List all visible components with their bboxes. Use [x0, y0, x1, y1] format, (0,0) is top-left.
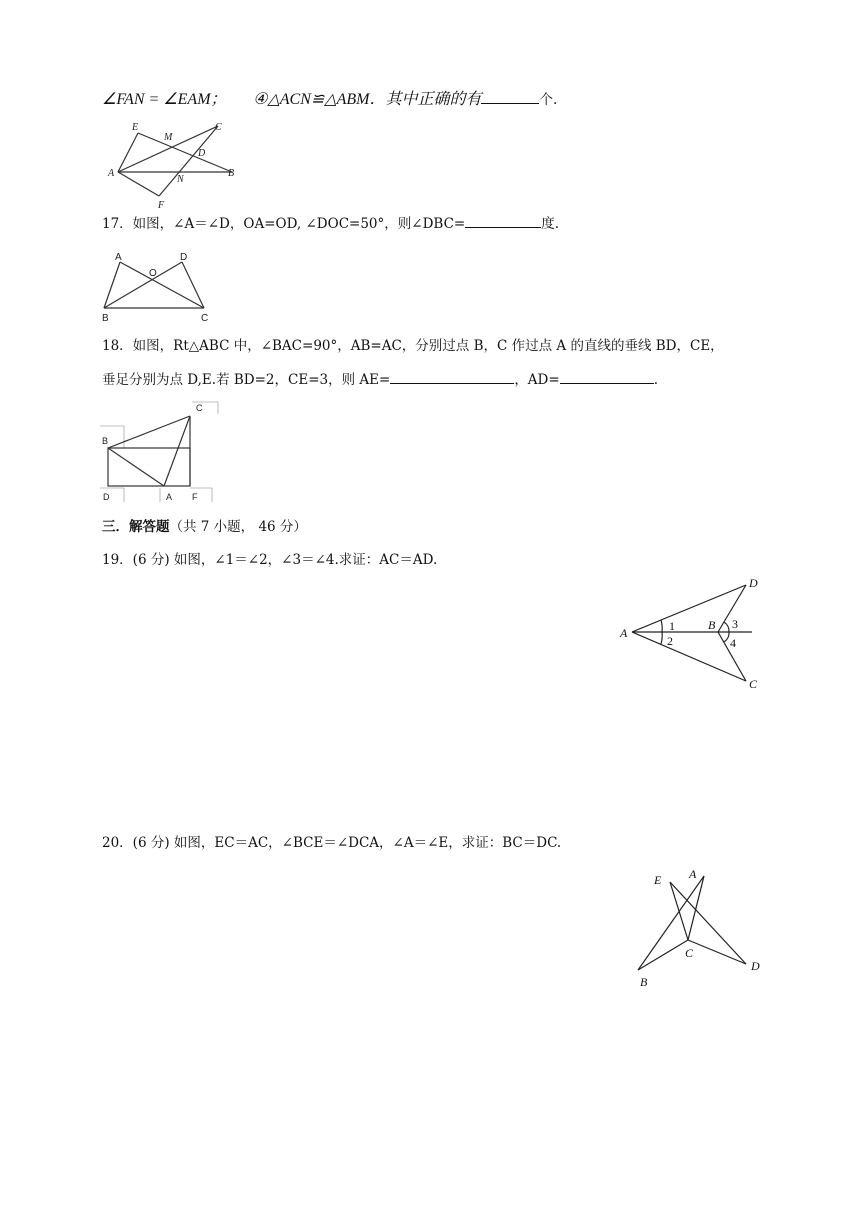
q18-label-c: C [196, 403, 203, 413]
q16-statement [102, 90, 557, 110]
q20-label-c: C [685, 946, 694, 960]
q18-line2-a: 垂足分别为点 D,E.若 BD=2，CE=3，则 AE= [102, 372, 391, 388]
q16-label-e: E [132, 122, 139, 133]
q16-label-f: F [158, 200, 165, 211]
q19-label-b: B [708, 618, 716, 632]
q17-label-d: D [180, 252, 188, 263]
q16-part1: ∠FAN = ∠EAM； [102, 91, 227, 108]
q16-label-d: D [198, 148, 206, 159]
q19-angle-3: 3 [732, 617, 738, 631]
q16-label-a: A [108, 168, 115, 179]
q16-label-b: B [228, 168, 235, 179]
q19-statement: 19．(6 分) 如图，∠1＝∠2，∠3＝∠4.求证：AC＝AD. [102, 552, 438, 568]
q17-statement [102, 214, 559, 234]
q18-line2-b: ，AD= [514, 372, 560, 388]
q16-answer-blank[interactable] [481, 90, 539, 104]
q19-label-c: C [749, 677, 758, 691]
q16-part3: 个. [539, 92, 558, 108]
q17-text: 17．如图，∠A＝∠D，OA=OD, ∠DOC=50°，则∠DBC= [102, 216, 466, 232]
q18-line2-c: . [653, 372, 658, 388]
q20-label-a: A [689, 867, 697, 881]
q18-label-f: F [192, 492, 198, 502]
q19-label-d: D [749, 576, 758, 590]
q17-label-a: A [115, 252, 122, 263]
q20-figure [634, 862, 774, 992]
q19-label-a: A [620, 626, 628, 640]
q17-label-b: B [102, 313, 109, 324]
q18-line2 [102, 370, 658, 390]
q18-ad-blank[interactable] [560, 370, 654, 384]
q19-figure [618, 574, 768, 694]
q19-angle-2: 2 [667, 634, 673, 648]
q18-ae-blank[interactable] [390, 370, 514, 384]
q18-figure [100, 402, 220, 504]
q20-label-d: D [751, 959, 760, 973]
q20-label-b: B [640, 975, 648, 989]
q16-label-m: M [164, 132, 173, 143]
section3-note: （共 7 小题， 46 分） [169, 519, 307, 535]
q17-label-c: C [201, 313, 209, 324]
section3-header [102, 517, 307, 537]
q16-figure [104, 118, 244, 211]
q20-statement: 20．(6 分) 如图，EC＝AC，∠BCE＝∠DCA，∠A＝∠E，求证：BC＝DC. [102, 835, 562, 851]
q20-label-e: E [654, 873, 662, 887]
section3-title: 三．解答题 [102, 519, 170, 535]
q19-angle-1: 1 [669, 619, 675, 633]
q18-line1: 18．如图，Rt△ABC 中，∠BAC=90°，AB=AC，分别过点 B，C 作过点 A 的直线的垂线 BD，CE， [102, 338, 724, 354]
q17-figure [100, 250, 220, 325]
q18-label-a: A [166, 492, 173, 502]
q19-angle-4: 4 [730, 636, 736, 650]
q17-label-o: O [149, 268, 157, 279]
q16-label-c: C [215, 122, 222, 133]
q18-label-b: B [102, 436, 109, 446]
q17-tail: 度. [541, 216, 560, 232]
q17-answer-blank[interactable] [465, 214, 541, 228]
q16-label-n: N [177, 174, 184, 185]
q16-part2: ④△ACN≌△ABM．其中正确的有 [253, 91, 482, 108]
q18-label-d: D [103, 492, 110, 502]
